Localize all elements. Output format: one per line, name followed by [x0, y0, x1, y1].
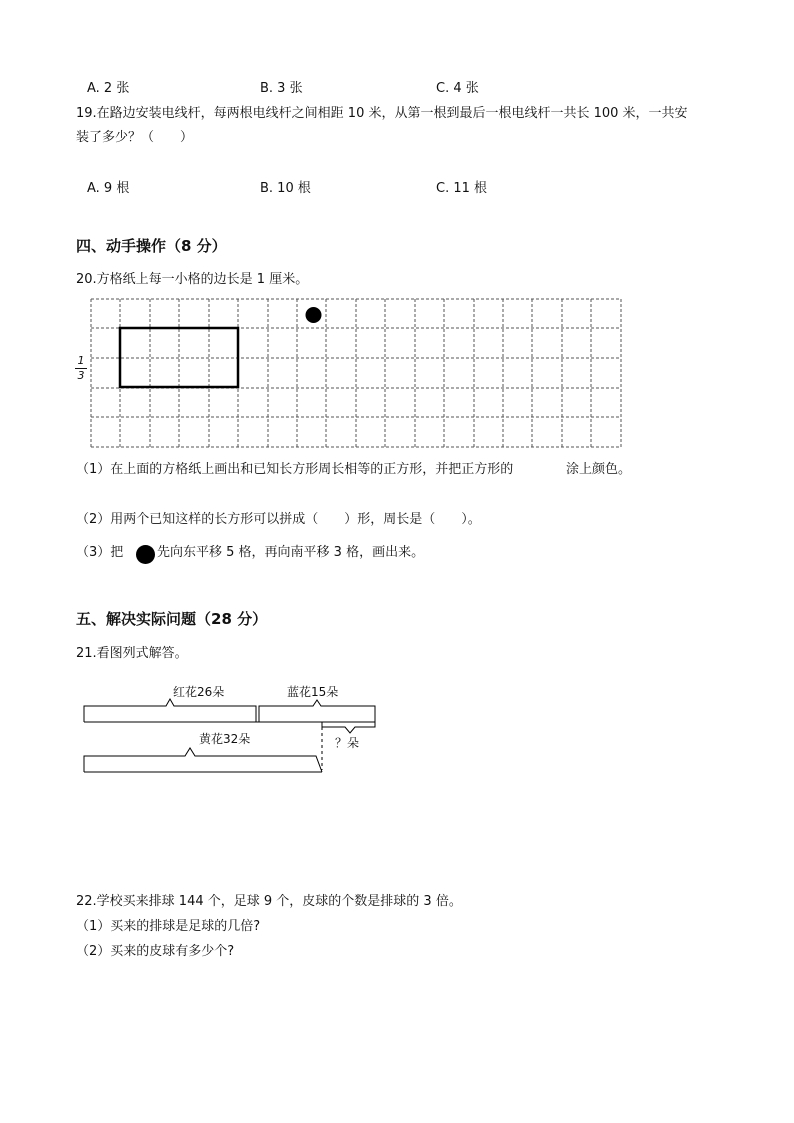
- q20-sub2: （2）用两个已知这样的长方形可以拼成（ ）形，周长是（ ）。: [76, 512, 481, 527]
- grid-lines: [91, 299, 621, 447]
- black-dot[interactable]: [306, 307, 322, 323]
- blue-bracket: [259, 700, 375, 722]
- section5-title: 五、解决实际问题（28 分）: [76, 610, 268, 628]
- section4-title: 四、动手操作（8 分）: [76, 237, 227, 255]
- sub3-dot-icon: [136, 545, 155, 564]
- q21-stem: 21.看图列式解答。: [76, 646, 188, 661]
- q18-option-c: C. 4 张: [436, 81, 479, 96]
- q22-stem: 22.学校买来排球 144 个，足球 9 个，皮球的个数是排球的 3 倍。: [76, 894, 462, 909]
- label-unknown: ？朵: [335, 736, 360, 750]
- yellow-bracket: [84, 748, 322, 772]
- q19-stem-line2: 装了多少？（ ）: [76, 130, 194, 145]
- q19-option-c: C. 11 根: [436, 181, 488, 196]
- q18-option-b: B. 3 张: [260, 81, 303, 96]
- q22-sub2: （2）买来的皮球有多少个?: [76, 944, 235, 959]
- fraction-numerator: 1: [77, 354, 85, 367]
- q20-sub1-end: 涂上颜色。: [566, 462, 632, 477]
- q22-sub1: （1）买来的排球是足球的几倍?: [76, 919, 261, 934]
- unknown-bracket: [322, 722, 375, 733]
- q18-option-a: A. 2 张: [87, 81, 130, 96]
- q19-option-b: B. 10 根: [260, 181, 311, 196]
- q20-sub3-rest: 先向东平移 5 格，再向南平移 3 格，画出来。: [157, 545, 425, 560]
- q19-stem-line1: 19.在路边安装电线杆，每两根电线杆之间相距 10 米，从第一根到最后一根电线杆一共长 100 米，一共安: [76, 106, 688, 121]
- label-red: 红花26朵: [173, 685, 225, 699]
- q19-option-a: A. 9 根: [87, 181, 130, 196]
- q20-sub1: （1）在上面的方格纸上画出和已知长方形周长相等的正方形，并把正方形的: [76, 462, 514, 477]
- q20-sub3-prefix: （3）把: [76, 545, 124, 560]
- red-bracket: [84, 699, 256, 722]
- label-blue: 蓝花15朵: [287, 685, 339, 699]
- fraction-denominator: 3: [77, 369, 85, 382]
- q20-stem: 20.方格纸上每一小格的边长是 1 厘米。: [76, 272, 309, 287]
- label-yellow: 黄花32朵: [199, 732, 251, 746]
